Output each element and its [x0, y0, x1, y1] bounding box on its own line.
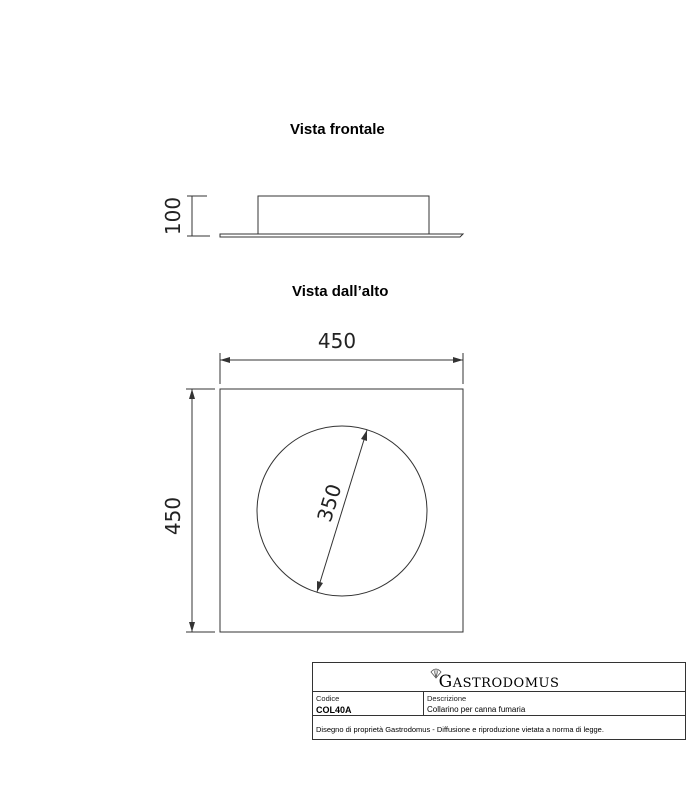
top-view-title: Vista dall’alto [292, 283, 389, 300]
code-cell [313, 692, 424, 715]
front-view [187, 196, 463, 237]
top-width-label: 450 [317, 329, 357, 353]
code-label: Codice [316, 694, 340, 703]
description-value: Collarino per canna fumaria [427, 705, 526, 714]
description-label: Descrizione [427, 694, 467, 703]
top-height-label: 450 [161, 496, 185, 536]
shell-icon [430, 667, 442, 679]
brand-rest: ASTRODOMUS [452, 676, 560, 691]
ownership-notice: Disegno di proprietà Gastrodomus - Diffusione e riproduzione vietata a norma di legge. [316, 725, 604, 734]
brand-initial: G [438, 672, 453, 692]
brand-name [439, 672, 560, 692]
code-value: COL40A [316, 705, 352, 715]
hole-diameter-label: 350 [312, 481, 347, 525]
title-block-info-row [313, 692, 685, 716]
front-view-base-plate [220, 234, 463, 237]
description-cell [424, 692, 685, 715]
title-block [312, 662, 686, 740]
front-view-collar [258, 196, 429, 234]
front-height-label: 100 [161, 196, 185, 236]
front-view-title: Vista frontale [290, 121, 385, 138]
brand-logo [313, 663, 685, 692]
